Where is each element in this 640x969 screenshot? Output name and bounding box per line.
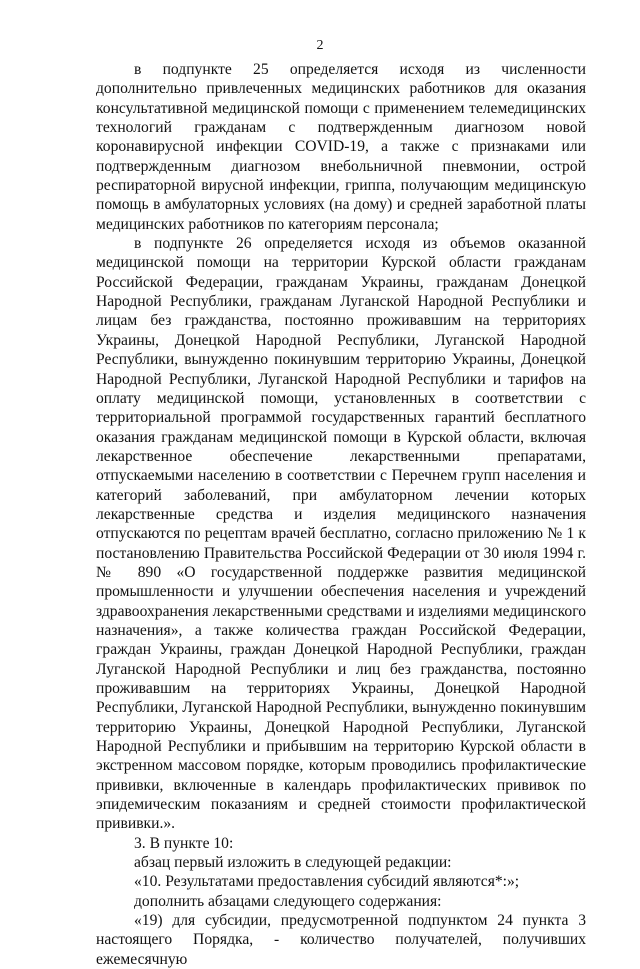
page-number: 2 — [316, 38, 324, 53]
paragraph-first-abzac: абзац первый изложить в следующей редакции: — [134, 854, 452, 872]
paragraph-results-quote: «10. Результатами предоставления субсидий являются*:»; — [134, 873, 520, 891]
paragraph-add-abzacs: дополнить абзацами следующего содержания: — [134, 892, 442, 910]
paragraph-item-10: 3. В пункте 10: — [134, 834, 234, 852]
document-body — [96, 60, 586, 969]
paragraph-item-19: «19) для субсидии, предусмотренной подпунктом 24 пункта 3 настоящего Порядка, - количество получателей, получивших ежемесячную — [96, 912, 586, 968]
paragraph-subitem-26: в подпункте 26 определяется исходя из объемов оказанной медицинской помощи на территории Курской области гражданам Российской Федерации, гражданам Украины, гражданам Донецкой Народной Республики, гражданам Луганской Народной Республики и лицам без гражданства, постоянно проживавшим на территориях Украины, Донецкой Народной Республики, Луганской Народной Республики, вынужденно покинувшим территорию Украины, Донецкой Народной Республики, Луганской Народной Республики и тарифов на оплату медицинской помощи, установленных в соответствии с территориальной программой государственных гарантий бесплатного оказания гражданам медицинской помощи в Курской области, включая лекарственное обеспечение лекарственными препаратами, отпускаемыми населению в соответствии с Перечнем групп населения и категорий заболеваний, при амбулаторном лечении которых лекарственные средства и изделия медицинского назначения отпускаются по рецептам врачей бесплатно, согласно приложению № 1 к постановлению Правительства Российской Федерации от 30 июля 1994 г. № 890 «О государственной поддержке развития медицинской промышленности и улучшении обеспечения населения и учреждений здравоохранения лекарственными средствами и изделиями медицинского назначения», а также количества граждан Российской Федерации, граждан Украины, граждан Донецкой Народной Республики, граждан Луганской Народной Республики и лиц без гражданства, постоянно проживавшим на территориях Украины, Донецкой Народной Республики, Луганской Народной Республики, вынужденно покинувшим территорию Украины, Донецкой Народной Республики, Луганской Народной Республики и прибывшим на территорию Курской области в экстренном массовом порядке, которым проводились профилактические прививки, включенные в календарь профилактических прививок по эпидемическим показаниям и средней стоимости профилактической прививки.». — [96, 235, 586, 833]
paragraph-subitem-25: в подпункте 25 определяется исходя из численности дополнительно привлеченных медицинских работников для оказания консультативной медицинской помощи с применением телемедицинских технологий гражданам с подтвержденным диагнозом новой коронавирусной инфекции COVID-19, а также с признаками или подтвержденным диагнозом внебольничной пневмонии, острой респираторной вирусной инфекции, гриппа, получающим медицинскую помощь в амбулаторных условиях (на дому) и средней заработной платы медицинских работников по категориям персонала; — [96, 61, 586, 233]
